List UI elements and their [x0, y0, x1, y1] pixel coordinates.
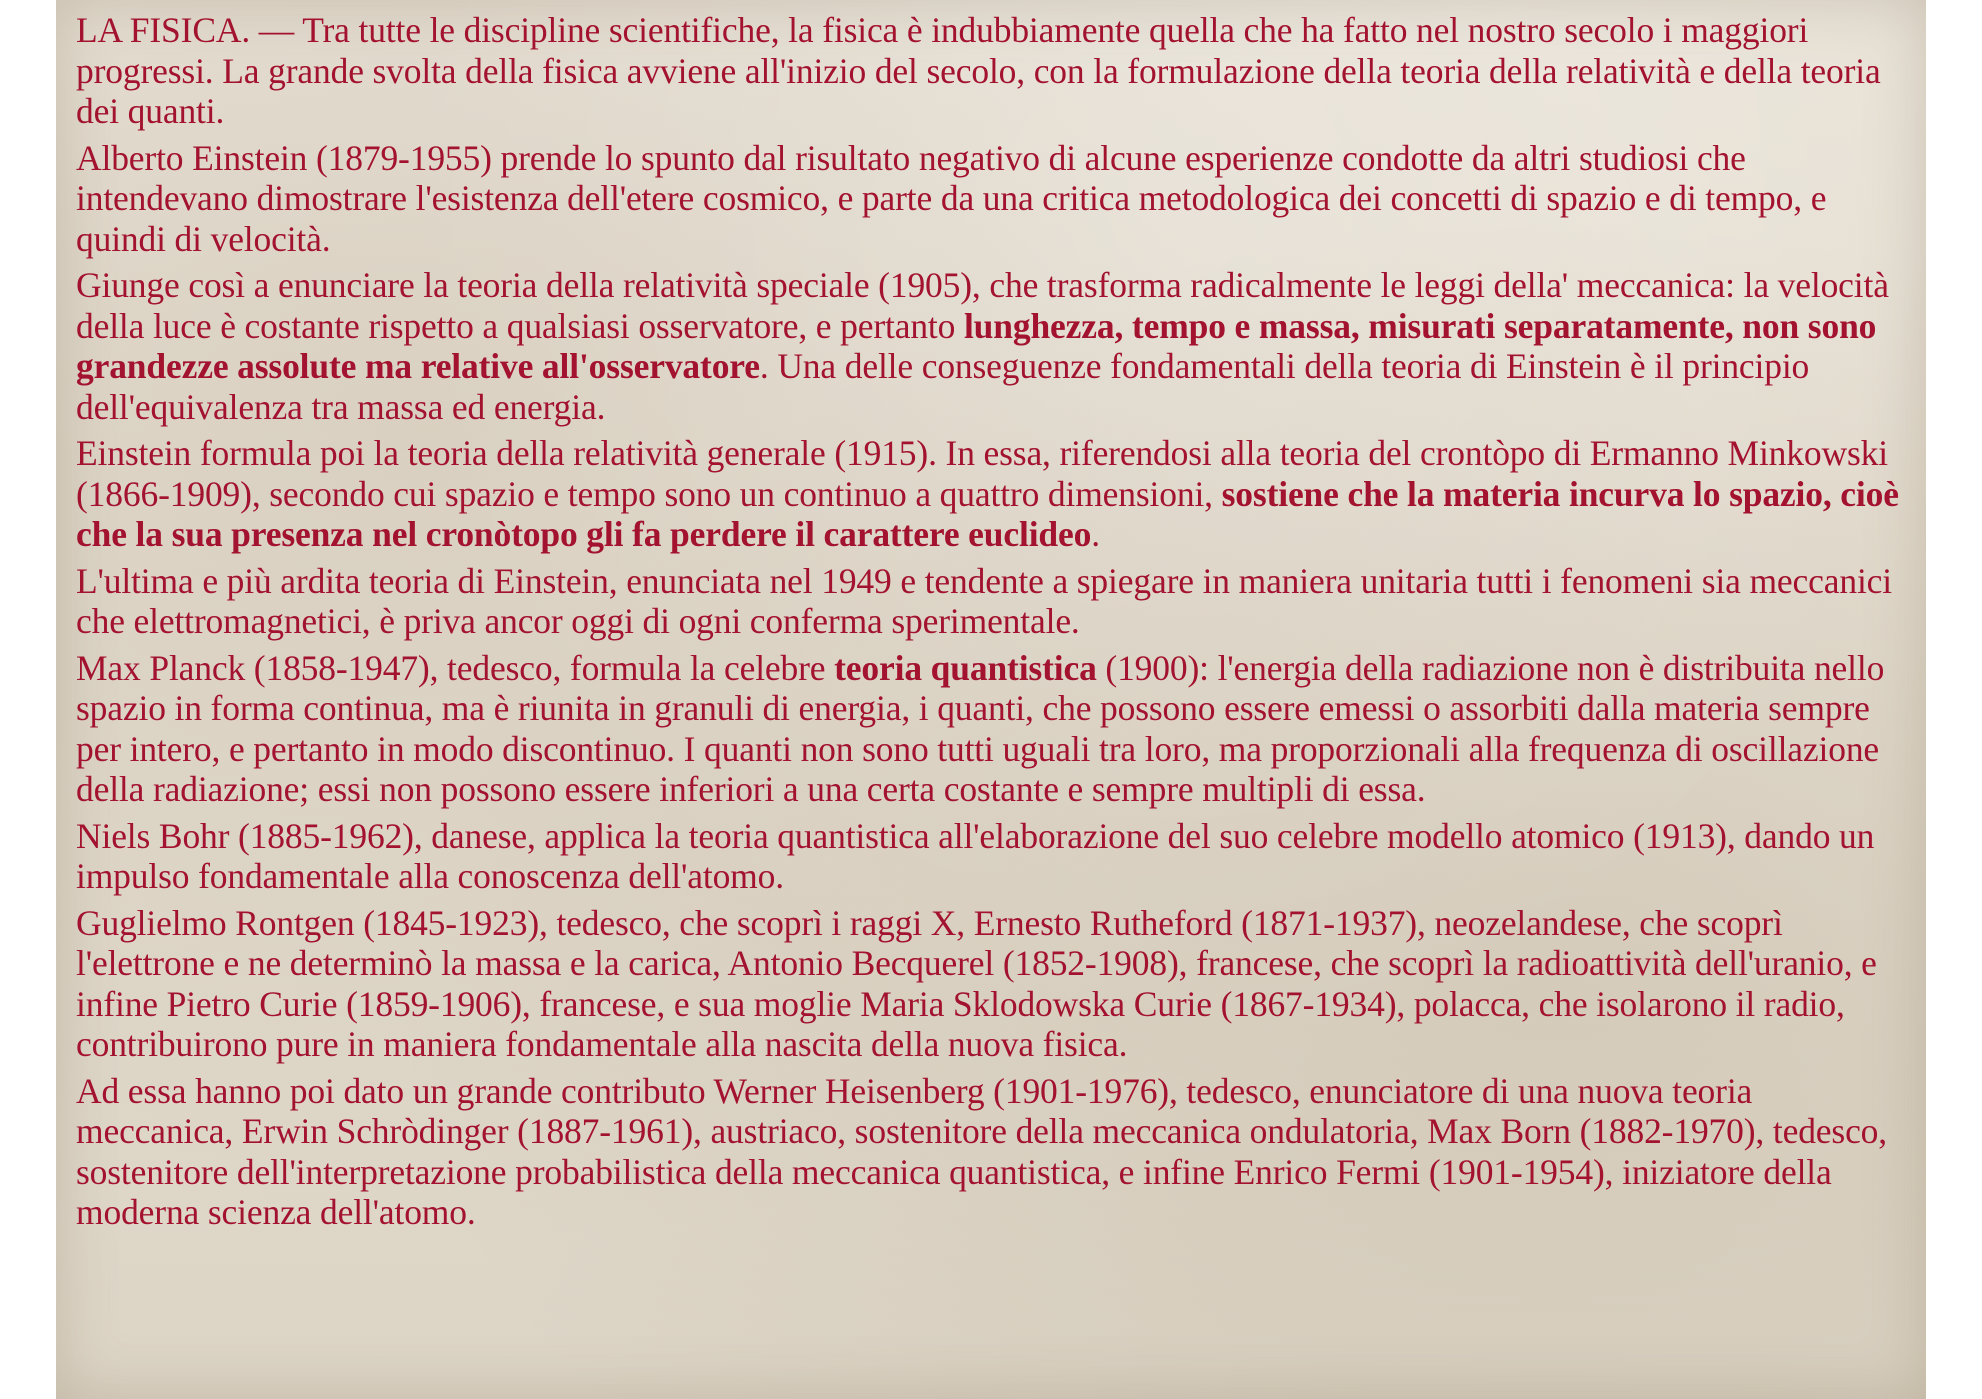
- paragraph-bohr: [76, 816, 1911, 897]
- paragraph-text: . Una delle conseguenze fondamentali della teoria di Einstein è il principio dell'equivalenza tra massa ed energia.: [76, 346, 1810, 427]
- paragraph-text: (1900): l'energia della radiazione non è distribuita nello spazio in forma continua, ma è riunita in granuli di energia, i quanti, che possono essere emessi o assorbiti dalla materia sempre per intero, e pertanto in modo discontinuo. I quanti non sono tutti uguali tra loro, ma proporzionali alla frequenza di oscillazione della radiazione; essi non possono essere inferiori a una certa costante e sempre multipli di essa.: [76, 647, 1885, 809]
- paragraph-text: LA FISICA. — Tra tutte le discipline scientifiche, la fisica è indubbiamente quella che ha fatto nel nostro secolo i maggiori progressi. La grande svolta della fisica avviene all'inizio del secolo, con la formulazione della teoria della relatività e della teoria dei quanti.: [76, 10, 1881, 131]
- paragraph-text: Ad essa hanno poi dato un grande contributo Werner Heisenberg (1901-1976), tedesco, enunciatore di una nuova teoria meccanica, Erwin Schròdinger (1887-1961), austriaco, sostenitore della meccanica ondulatoria, Max Born (1882-1970), tedesco, sostenitore dell'interpretazione probabilistica della meccanica quantistica, e infine Enrico Fermi (1901-1954), iniziatore della moderna scienza dell'atomo.: [76, 1070, 1888, 1232]
- parchment-page: [56, 0, 1926, 1399]
- paragraph-text: Giunge così a enunciare la teoria della relatività speciale (1905), che trasforma radicalmente le leggi della' meccanica: la velocità della luce è costante rispetto a qualsiasi osservatore, e pertanto: [76, 265, 1889, 346]
- paragraph-text: Guglielmo Rontgen (1845-1923), tedesco, che scoprì i raggi X, Ernesto Rutheford (1871-1937), neozelandese, che scoprì l'elettrone e ne determinò la massa e la carica, Antonio Becquerel (1852-1908), francese, che scoprì la radioattività dell'uranio, e infine Pietro Curie (1859-1906), francese, e sua moglie Maria Sklodowska Curie (1867-1934), polacca, che isolarono il radio, contribuirono pure in maniera fondamentale alla nascita della nuova fisica.: [76, 902, 1877, 1064]
- emphasis-text: teoria quantistica: [834, 647, 1097, 688]
- paragraph-heisenberg-fermi: [76, 1071, 1911, 1233]
- document-body: [76, 10, 1911, 1239]
- paragraph-ultima-teoria: [76, 561, 1911, 642]
- paragraph-einstein-intro: [76, 138, 1911, 260]
- paragraph-text: Alberto Einstein (1879-1955) prende lo spunto dal risultato negativo di alcune esperienze condotte da altri studiosi che intendevano dimostrare l'esistenza dell'etere cosmico, e parte da una critica metodologica dei concetti di spazio e di tempo, e quindi di velocità.: [76, 137, 1827, 259]
- paragraph-text: L'ultima e più ardita teoria di Einstein, enunciata nel 1949 e tendente a spiegare in maniera unitaria tutti i fenomeni sia meccanici che elettromagnetici, è priva ancor oggi di ogni conferma sperimentale.: [76, 560, 1892, 641]
- paragraph-text: Einstein formula poi la teoria della relatività generale (1915). In essa, riferendosi alla teoria del crontòpo di Ermanno Minkowski (1866-1909), secondo cui spazio e tempo sono un continuo a quattro dimensioni,: [76, 433, 1888, 514]
- paragraph-relativita-generale: [76, 433, 1911, 555]
- paragraph-text: .: [1091, 514, 1100, 554]
- paragraph-la-fisica: [76, 10, 1911, 132]
- paragraph-relativita-speciale: [76, 265, 1911, 427]
- paragraph-planck: [76, 648, 1911, 810]
- emphasis-text: sostiene che la materia incurva lo spazio, cioè che la sua presenza nel cronòtopo gli fa perdere il carattere euclideo: [76, 473, 1899, 554]
- paragraph-rontgen-curie: [76, 903, 1911, 1065]
- emphasis-text: lunghezza, tempo e massa, misurati separatamente, non sono grandezze assolute ma relative all'osservatore: [76, 305, 1877, 386]
- paragraph-text: Niels Bohr (1885-1962), danese, applica la teoria quantistica all'elaborazione del suo celebre modello atomico (1913), dando un impulso fondamentale alla conoscenza dell'atomo.: [76, 815, 1875, 896]
- paragraph-text: Max Planck (1858-1947), tedesco, formula la celebre: [76, 647, 835, 688]
